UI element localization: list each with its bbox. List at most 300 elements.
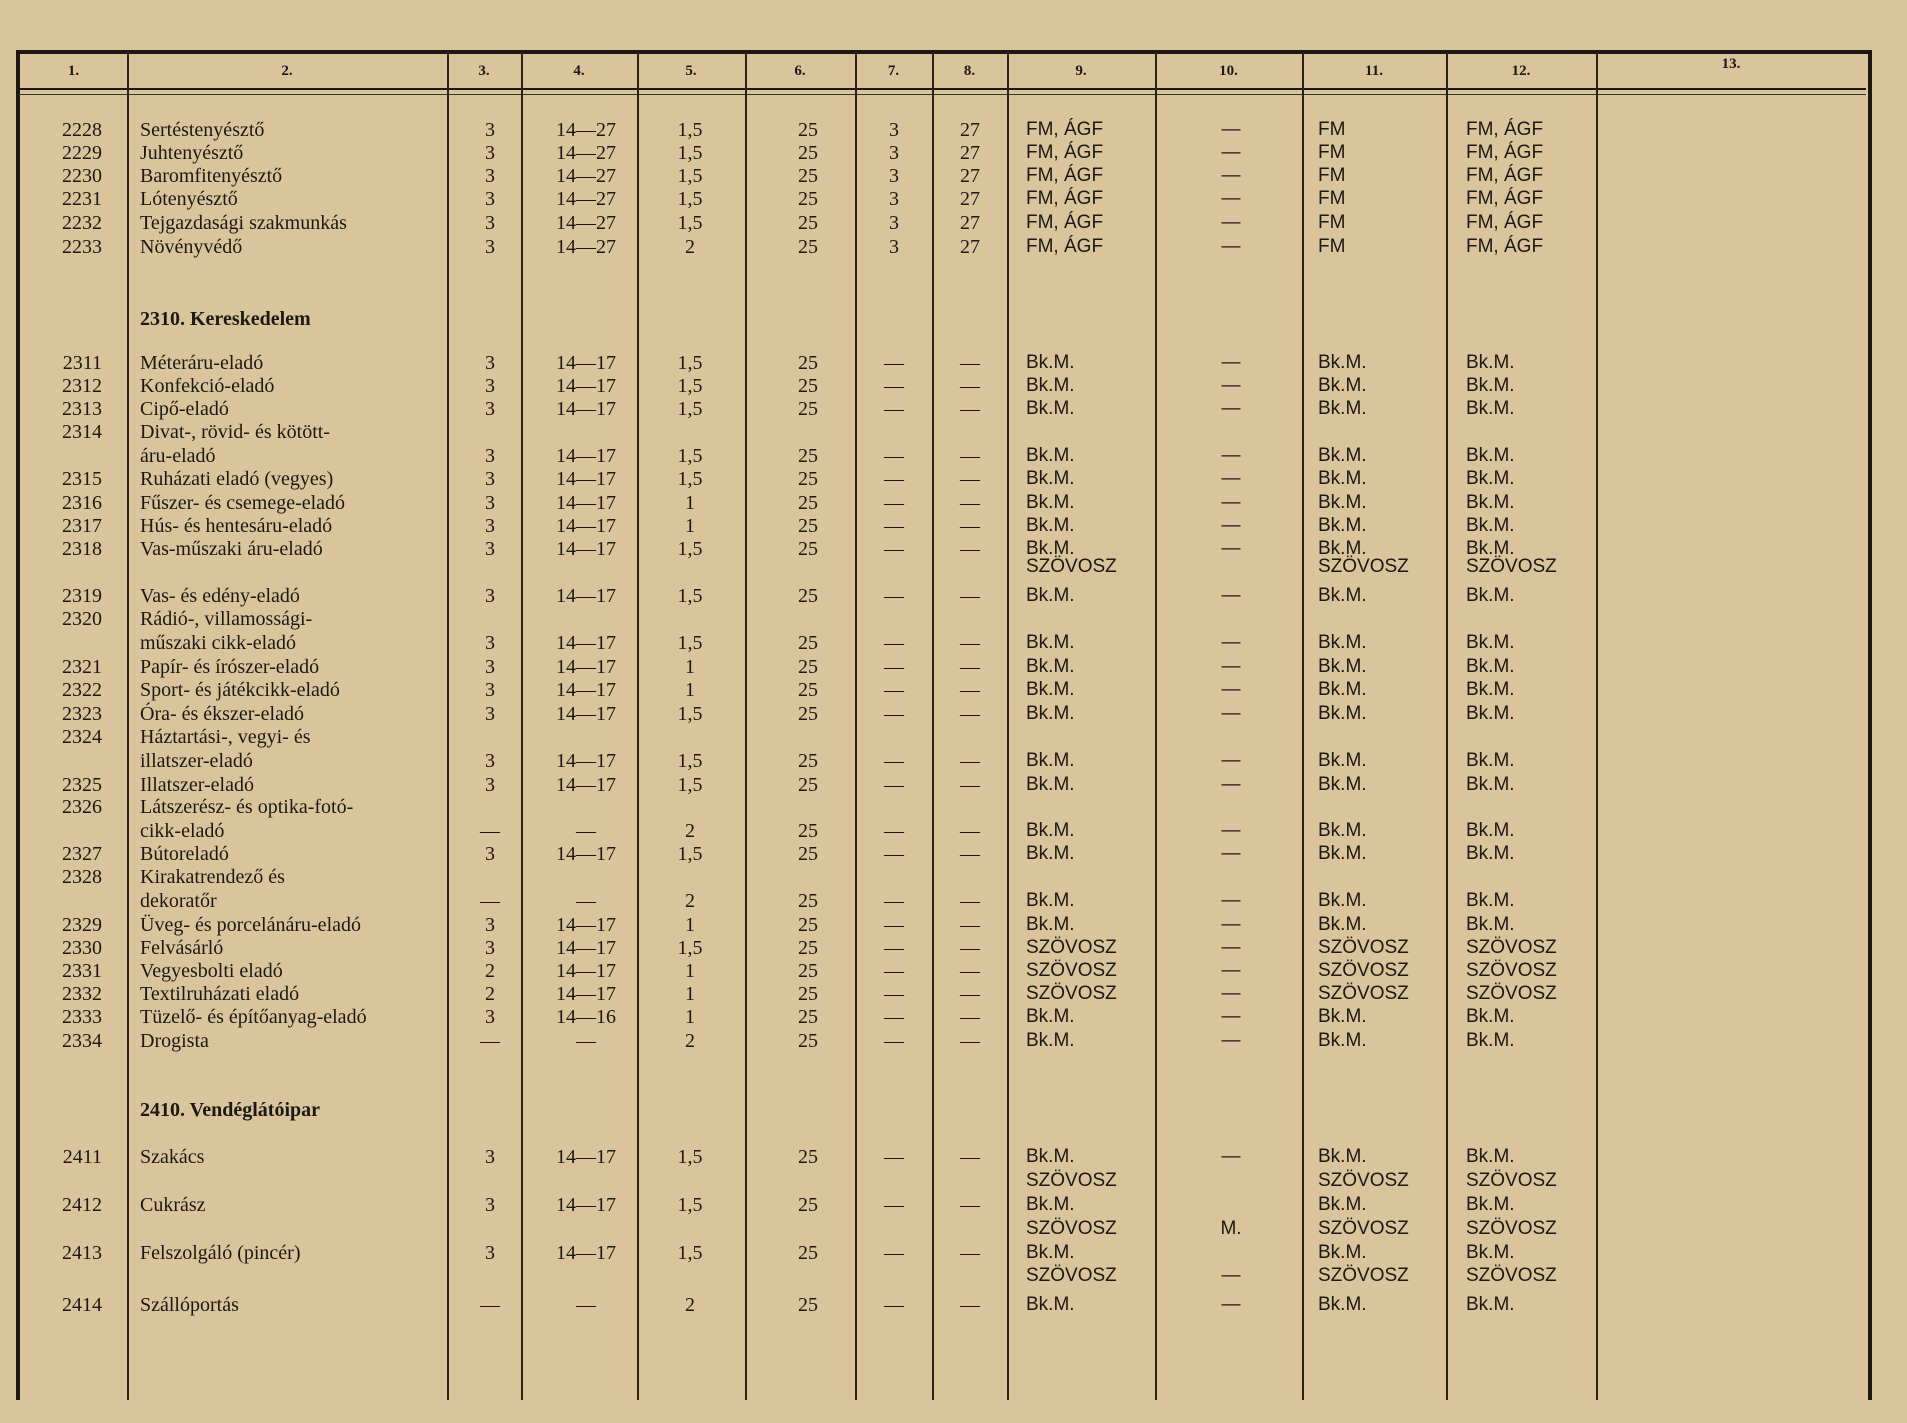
cell-name: Bútoreladó (140, 843, 229, 865)
cell-c5 (640, 866, 740, 888)
cell-c7: — (884, 820, 904, 842)
cell-name: Juhtenyésztő (140, 142, 244, 164)
table-row (0, 796, 1866, 818)
cell-c12: Bk.M. (1466, 1294, 1515, 1315)
cell-c3: 2 (485, 960, 495, 982)
cell-c8: — (960, 1030, 980, 1052)
cell-c11: Bk.M. (1318, 515, 1367, 536)
cell-c12 (1466, 866, 1606, 888)
cell-c12: Bk.M. (1466, 492, 1515, 513)
cell-c8: — (960, 820, 980, 842)
cell-c6: 25 (798, 890, 818, 912)
cell-c11 (1318, 866, 1458, 888)
cell-c8: — (960, 492, 980, 514)
cell-name: Vegyesbolti eladó (140, 960, 283, 982)
cell-c3: 3 (485, 585, 495, 607)
cell-c12: Bk.M. (1466, 468, 1515, 489)
cell-c11 (1318, 726, 1458, 748)
cell-c9: Bk.M. (1026, 820, 1075, 841)
cell-num: 2324 (62, 726, 102, 748)
cell-c10: — (1221, 165, 1241, 186)
table-row (0, 1006, 1866, 1028)
cell-c10 (1156, 556, 1306, 578)
cell-c4: 14—17 (556, 445, 616, 467)
cell-c4: 14—17 (556, 1146, 616, 1168)
cell-c9: Bk.M. (1026, 375, 1075, 396)
table-row (0, 1194, 1866, 1216)
cell-c11: Bk.M. (1318, 679, 1367, 700)
cell-c10 (1156, 608, 1306, 630)
cell-name: Tüzelő- és építőanyag-eladó (140, 1006, 367, 1028)
cell-num: 2230 (62, 165, 102, 187)
column-header-1: 1. (67, 63, 80, 79)
cell-c5: 1,5 (677, 142, 703, 164)
table-row (0, 656, 1866, 678)
cell-c3: — (480, 820, 500, 842)
cell-c4: 14—27 (556, 142, 616, 164)
table-row (0, 726, 1866, 748)
cell-c4: 14—16 (556, 1006, 616, 1028)
cell-c3 (448, 556, 532, 578)
table-row (0, 352, 1866, 374)
cell-c9: SZÖVOSZ (1026, 937, 1117, 958)
cell-num: 2412 (62, 1194, 102, 1216)
cell-c11: SZÖVOSZ (1318, 556, 1409, 577)
cell-c7: — (884, 352, 904, 374)
cell-c11: Bk.M. (1318, 1294, 1367, 1315)
cell-c5: 1 (685, 914, 695, 936)
table-row (0, 1242, 1866, 1264)
cell-c9 (1026, 796, 1176, 818)
cell-name (140, 556, 440, 578)
column-header-11: 11. (1365, 63, 1383, 79)
cell-c5: 1 (685, 960, 695, 982)
cell-c11: Bk.M. (1318, 538, 1367, 559)
cell-num: 2328 (62, 866, 102, 888)
cell-c12: FM, ÁGF (1466, 188, 1544, 209)
cell-c4: 14—17 (556, 398, 616, 420)
cell-c9 (1026, 608, 1176, 630)
cell-c9: Bk.M. (1026, 632, 1075, 653)
table-row (0, 445, 1866, 467)
cell-num: 2311 (62, 352, 102, 374)
cell-c12: Bk.M. (1466, 679, 1515, 700)
cell-c10: — (1221, 820, 1241, 841)
cell-c10: — (1221, 890, 1241, 911)
cell-c12: Bk.M. (1466, 843, 1515, 864)
cell-c4: 14—17 (556, 774, 616, 796)
column-header-5: 5. (685, 63, 697, 79)
cell-c12: Bk.M. (1466, 585, 1515, 606)
cell-c5: 2 (685, 1030, 695, 1052)
cell-c11: FM (1318, 212, 1346, 233)
cell-num: 2312 (62, 375, 102, 397)
cell-c6: 25 (798, 445, 818, 467)
cell-c5: 1,5 (677, 119, 703, 141)
cell-c4 (524, 726, 648, 748)
cell-name: Felvásárló (140, 937, 224, 959)
cell-c4: 14—17 (556, 1242, 616, 1264)
cell-c10 (1156, 1170, 1306, 1192)
cell-c6: 25 (798, 1146, 818, 1168)
cell-c8: — (960, 398, 980, 420)
cell-c10: — (1221, 1294, 1241, 1315)
cell-c7: 3 (889, 236, 899, 258)
cell-c11: Bk.M. (1318, 1030, 1367, 1051)
cell-c10 (1156, 1242, 1306, 1264)
cell-name (140, 1218, 440, 1240)
cell-c8: 27 (960, 165, 980, 187)
cell-c9: Bk.M. (1026, 656, 1075, 677)
cell-c8 (932, 1218, 1008, 1240)
cell-c8: — (960, 774, 980, 796)
cell-name: Cipő-eladó (140, 398, 229, 420)
cell-c11: FM (1318, 236, 1346, 257)
cell-name: cikk-eladó (140, 820, 225, 842)
cell-c8: — (960, 983, 980, 1005)
cell-c11: Bk.M. (1318, 352, 1367, 373)
cell-c6: 25 (798, 703, 818, 725)
cell-c11: FM (1318, 165, 1346, 186)
cell-c7: — (884, 750, 904, 772)
cell-c7: — (884, 1146, 904, 1168)
cell-c7: 3 (889, 119, 899, 141)
column-header-12: 12. (1511, 63, 1531, 79)
table-row (0, 1218, 1866, 1240)
cell-c9 (1026, 866, 1176, 888)
cell-num: 2233 (62, 236, 102, 258)
cell-c10: — (1221, 585, 1241, 606)
cell-c7: — (884, 515, 904, 537)
cell-num: 2318 (62, 538, 102, 560)
cell-c6: 25 (798, 165, 818, 187)
cell-name: Rádió-, villamossági- (140, 608, 313, 630)
cell-c5: 1,5 (677, 843, 703, 865)
cell-c8 (932, 726, 1008, 748)
cell-c10: — (1221, 656, 1241, 677)
cell-c6: 25 (798, 937, 818, 959)
cell-c6: 25 (798, 679, 818, 701)
cell-num: 2314 (62, 421, 102, 443)
cell-c9: Bk.M. (1026, 703, 1075, 724)
cell-c5: 1,5 (677, 1242, 703, 1264)
cell-c3: 3 (485, 750, 495, 772)
table-row (0, 1170, 1866, 1192)
cell-c7 (856, 726, 932, 748)
cell-num: 2319 (62, 585, 102, 607)
cell-c12 (1466, 608, 1606, 630)
cell-c3: 2 (485, 983, 495, 1005)
cell-c5: 2 (685, 1294, 695, 1316)
cell-c6: 25 (798, 914, 818, 936)
cell-c12: Bk.M. (1466, 1030, 1515, 1051)
section-title: 2310. Kereskedelem (140, 308, 311, 330)
cell-c7: — (884, 1294, 904, 1316)
cell-c5: 1,5 (677, 703, 703, 725)
cell-c5: 1,5 (677, 1194, 703, 1216)
cell-c11: FM (1318, 142, 1346, 163)
cell-c4: — (576, 820, 596, 842)
cell-c9: SZÖVOSZ (1026, 960, 1117, 981)
cell-c3: 3 (485, 843, 495, 865)
cell-c6: 25 (798, 236, 818, 258)
cell-c10: — (1221, 119, 1241, 140)
cell-c9: SZÖVOSZ (1026, 1265, 1117, 1286)
cell-c11: Bk.M. (1318, 914, 1367, 935)
cell-c12: Bk.M. (1466, 352, 1515, 373)
cell-c5: 1,5 (677, 188, 703, 210)
cell-c6: 25 (798, 538, 818, 560)
cell-c7 (856, 556, 932, 578)
cell-c5: 1,5 (677, 750, 703, 772)
cell-c4 (524, 421, 648, 443)
cell-c12: FM, ÁGF (1466, 165, 1544, 186)
cell-c8: — (960, 352, 980, 374)
cell-c12: Bk.M. (1466, 656, 1515, 677)
cell-num (46, 750, 102, 772)
cell-c12: Bk.M. (1466, 914, 1515, 935)
column-header-3: 3. (478, 63, 490, 79)
cell-name: Növényvédő (140, 236, 243, 258)
cell-name (140, 1265, 440, 1287)
cell-c6 (746, 1170, 870, 1192)
cell-c3: 3 (485, 492, 495, 514)
cell-c10: — (1221, 1146, 1241, 1167)
cell-num: 2330 (62, 937, 102, 959)
cell-name: Baromfitenyésztő (140, 165, 283, 187)
cell-c8 (932, 421, 1008, 443)
cell-c8: — (960, 960, 980, 982)
cell-c9: Bk.M. (1026, 679, 1075, 700)
cell-c10: — (1221, 1006, 1241, 1027)
cell-c4: 14—27 (556, 165, 616, 187)
cell-c6 (746, 556, 870, 578)
cell-c8: — (960, 1146, 980, 1168)
cell-c3: 3 (485, 1006, 495, 1028)
header-rule-thin (18, 94, 1866, 95)
cell-c7: — (884, 585, 904, 607)
cell-c7: — (884, 656, 904, 678)
table-row (0, 679, 1866, 701)
cell-name: Ruházati eladó (vegyes) (140, 468, 334, 490)
cell-c3: 3 (485, 445, 495, 467)
cell-c4: 14—17 (556, 538, 616, 560)
cell-c7 (856, 1265, 932, 1287)
cell-c12: Bk.M. (1466, 750, 1515, 771)
cell-c4 (524, 1170, 648, 1192)
cell-c10 (1156, 866, 1306, 888)
cell-c5: 1,5 (677, 937, 703, 959)
cell-num: 2323 (62, 703, 102, 725)
cell-c9: Bk.M. (1026, 1294, 1075, 1315)
cell-c8: — (960, 1194, 980, 1216)
cell-c3: 3 (485, 515, 495, 537)
cell-c9: FM, ÁGF (1026, 188, 1104, 209)
cell-c8: — (960, 515, 980, 537)
cell-c9: Bk.M. (1026, 1030, 1075, 1051)
cell-c7: — (884, 843, 904, 865)
cell-name: Üveg- és porcelánáru-eladó (140, 914, 361, 936)
cell-c11: Bk.M. (1318, 890, 1367, 911)
cell-c12: Bk.M. (1466, 398, 1515, 419)
table-row (0, 703, 1866, 725)
cell-name: Textilruházati eladó (140, 983, 300, 1005)
cell-c3: 3 (485, 375, 495, 397)
cell-c4: 14—17 (556, 352, 616, 374)
cell-c8: — (960, 750, 980, 772)
cell-num: 2332 (62, 983, 102, 1005)
cell-num (46, 1218, 102, 1240)
table-row (0, 165, 1866, 187)
cell-c3: 3 (485, 538, 495, 560)
cell-c8: — (960, 843, 980, 865)
cell-c5 (640, 796, 740, 818)
cell-c6: 25 (798, 352, 818, 374)
cell-c12: Bk.M. (1466, 774, 1515, 795)
cell-c4: 14—17 (556, 679, 616, 701)
cell-num: 2229 (62, 142, 102, 164)
cell-c4: 14—17 (556, 843, 616, 865)
cell-c9: Bk.M. (1026, 492, 1075, 513)
cell-c11: Bk.M. (1318, 1006, 1367, 1027)
cell-c9: Bk.M. (1026, 890, 1075, 911)
cell-c7: — (884, 398, 904, 420)
cell-c10 (1156, 1194, 1306, 1216)
cell-c9: Bk.M. (1026, 914, 1075, 935)
cell-c3 (448, 1218, 532, 1240)
cell-c7: — (884, 1006, 904, 1028)
cell-c3: 3 (485, 398, 495, 420)
table-row (0, 750, 1866, 772)
cell-c4: 14—17 (556, 585, 616, 607)
cell-c11: SZÖVOSZ (1318, 983, 1409, 1004)
table-row (0, 492, 1866, 514)
cell-c12: Bk.M. (1466, 820, 1515, 841)
cell-c5: 1 (685, 492, 695, 514)
cell-c11: Bk.M. (1318, 843, 1367, 864)
cell-c3 (448, 866, 532, 888)
table-row (0, 632, 1866, 654)
cell-c6: 25 (798, 750, 818, 772)
cell-c9: Bk.M. (1026, 843, 1075, 864)
cell-c11: SZÖVOSZ (1318, 1218, 1409, 1239)
cell-c6: 25 (798, 375, 818, 397)
cell-c11: Bk.M. (1318, 1146, 1367, 1167)
cell-c6 (746, 866, 870, 888)
cell-num: 2331 (62, 960, 102, 982)
cell-c10: — (1221, 352, 1241, 373)
cell-c6: 25 (798, 960, 818, 982)
cell-num: 2313 (62, 398, 102, 420)
cell-c3: 3 (485, 165, 495, 187)
cell-c10: — (1221, 398, 1241, 419)
cell-c5: 1,5 (677, 585, 703, 607)
cell-c3: 3 (485, 142, 495, 164)
cell-c11: FM (1318, 119, 1346, 140)
cell-c4: 14—27 (556, 188, 616, 210)
cell-c11 (1318, 421, 1458, 443)
cell-name: Háztartási-, vegyi- és (140, 726, 311, 748)
cell-c9: Bk.M. (1026, 468, 1075, 489)
cell-c7: — (884, 983, 904, 1005)
cell-c6: 25 (798, 843, 818, 865)
cell-c12: Bk.M. (1466, 890, 1515, 911)
cell-c10: — (1221, 212, 1241, 233)
column-header-7: 7. (887, 63, 900, 79)
cell-c7 (856, 1218, 932, 1240)
cell-c8: — (960, 1242, 980, 1264)
cell-c10 (1156, 726, 1306, 748)
cell-c3 (448, 421, 532, 443)
table-right-border (1868, 50, 1872, 1400)
table-row (0, 119, 1866, 141)
cell-c7: — (884, 1194, 904, 1216)
column-header-10: 10. (1219, 63, 1238, 79)
cell-name: Vas- és edény-eladó (140, 585, 300, 607)
cell-c3: 3 (485, 1146, 495, 1168)
cell-c4 (524, 1265, 648, 1287)
cell-c7 (856, 796, 932, 818)
cell-c4: 14—17 (556, 960, 616, 982)
cell-c9: SZÖVOSZ (1026, 1218, 1117, 1239)
cell-c5: 2 (685, 820, 695, 842)
cell-num: 2325 (62, 774, 102, 796)
cell-c4: 14—17 (556, 515, 616, 537)
cell-num (46, 632, 102, 654)
cell-c7: — (884, 445, 904, 467)
cell-c8: — (960, 914, 980, 936)
cell-c8: — (960, 679, 980, 701)
cell-c3 (448, 1265, 532, 1287)
cell-c11: Bk.M. (1318, 632, 1367, 653)
cell-c6: 25 (798, 1294, 818, 1316)
cell-c8 (932, 608, 1008, 630)
cell-c7: — (884, 468, 904, 490)
cell-c11: Bk.M. (1318, 445, 1367, 466)
table-row (0, 1146, 1866, 1168)
cell-c5 (640, 556, 740, 578)
cell-c3: 3 (485, 703, 495, 725)
cell-c6 (746, 421, 870, 443)
cell-c7: 3 (889, 142, 899, 164)
cell-c6: 25 (798, 188, 818, 210)
cell-c4: 14—17 (556, 703, 616, 725)
cell-c3 (448, 726, 532, 748)
cell-c3: 3 (485, 236, 495, 258)
cell-num: 2414 (62, 1294, 102, 1316)
cell-c9: FM, ÁGF (1026, 212, 1104, 233)
cell-c9: SZÖVOSZ (1026, 1170, 1117, 1191)
cell-c3: 3 (485, 468, 495, 490)
cell-c6: 25 (798, 632, 818, 654)
cell-name: Felszolgáló (pincér) (140, 1242, 301, 1264)
cell-c5: 1,5 (677, 774, 703, 796)
cell-c3 (448, 608, 532, 630)
cell-c4: 14—27 (556, 236, 616, 258)
cell-c7: — (884, 937, 904, 959)
cell-num: 2231 (62, 188, 102, 210)
table-row (0, 585, 1866, 607)
cell-c9 (1026, 726, 1176, 748)
table-row (0, 515, 1866, 537)
cell-c4: 14—27 (556, 119, 616, 141)
cell-c10: — (1221, 142, 1241, 163)
cell-c3: 3 (485, 632, 495, 654)
cell-c10: — (1221, 679, 1241, 700)
cell-c8: 27 (960, 119, 980, 141)
cell-c4 (524, 608, 648, 630)
cell-c3: 3 (485, 212, 495, 234)
